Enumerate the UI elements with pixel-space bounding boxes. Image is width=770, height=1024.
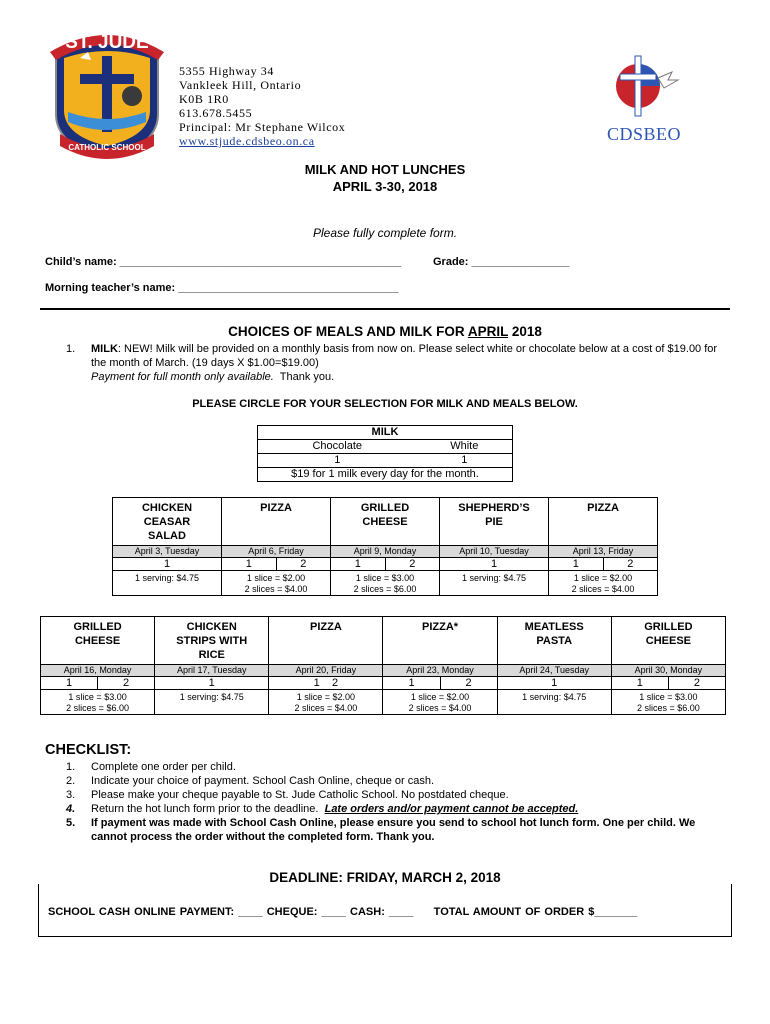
- meal-name-line: CEASAR: [143, 516, 191, 528]
- meal-name-line: MEATLESS: [524, 621, 584, 633]
- price-line: 2 slices = $4.00: [244, 584, 308, 594]
- list-item: [66, 816, 706, 844]
- list-number: 2.: [66, 775, 76, 787]
- price-line: 1 slice = $3.00: [68, 692, 127, 702]
- milk-thanks: Thank you.: [279, 371, 335, 383]
- checklist-text: Complete one order per child.: [91, 761, 236, 773]
- meal-choice-2[interactable]: 2: [97, 677, 154, 689]
- meal-choice-2[interactable]: 2: [668, 677, 725, 689]
- meal-choice-1[interactable]: 1: [636, 677, 643, 689]
- meal-choice-1[interactable]: 1: [65, 677, 73, 689]
- meal-choice-split: [383, 677, 497, 690]
- meal-table-week2: [40, 616, 726, 715]
- meal-name-line: SHEPHERD’S: [458, 502, 530, 514]
- meal-date: April 3, Tuesday: [113, 546, 222, 558]
- school-address: [179, 64, 345, 148]
- meal-table-week1: [112, 497, 658, 596]
- grade-field[interactable]: Grade: ________________: [433, 256, 570, 268]
- price-line: 2 slices = $6.00: [66, 703, 129, 713]
- meal-name-line: CHICKEN: [141, 502, 193, 514]
- meal-name: PIZZA: [269, 617, 383, 665]
- meal-price: 1 serving: $4.75: [155, 690, 269, 715]
- board-name: CDSBEO: [606, 124, 681, 144]
- meal-choice[interactable]: 1 2: [269, 677, 383, 690]
- circle-instruction: PLEASE CIRCLE FOR YOUR SELECTION FOR MILK AND MEALS BELOW.: [192, 398, 578, 410]
- price-line: 1 slice = $2.00: [296, 692, 356, 702]
- section-divider: [40, 308, 730, 310]
- meal-choice[interactable]: 1: [155, 677, 269, 690]
- meal-name: [611, 617, 725, 665]
- price-line: 2 slices = $4.00: [294, 703, 358, 713]
- meal-name-line: RICE: [198, 649, 225, 661]
- list-number: 1.: [66, 343, 76, 355]
- address-line: 5355 Highway 34: [179, 64, 274, 78]
- milk-label: MILK: [91, 343, 118, 355]
- meal-date: April 20, Friday: [269, 665, 383, 677]
- checklist-text: Indicate your choice of payment. School Cash Online, cheque or cash.: [91, 775, 435, 787]
- meal-name: [331, 498, 440, 546]
- price-line: 1 slice = $3.00: [355, 573, 415, 583]
- meal-price: 1 serving: $4.75: [440, 571, 549, 596]
- school-logo: [46, 22, 168, 162]
- meal-name-line: CHEESE: [362, 516, 408, 528]
- checklist-text: Please make your cheque payable to St. Jude Catholic School. No postdated cheque.: [91, 789, 509, 801]
- choices-title: [0, 324, 770, 339]
- meal-date: April 30, Monday: [611, 665, 725, 677]
- milk-text: : NEW! Milk will be provided on a monthly basis from now on. Please select white or chocolate below at a cost of $19.00 for the month of March. (19 days X $1.00=$19.00): [91, 343, 718, 369]
- list-item: [66, 760, 706, 774]
- milk-option-chocolate: Chocolate: [258, 440, 417, 454]
- meal-date: April 16, Monday: [41, 665, 155, 677]
- meal-name-line: CHICKEN: [186, 621, 237, 633]
- milk-option-white: White: [417, 440, 513, 454]
- choices-title-prefix: CHOICES OF MEALS AND MILK FOR: [228, 324, 468, 339]
- meal-choice-1[interactable]: 1: [408, 677, 415, 689]
- list-item: [66, 788, 706, 802]
- list-number: 4.: [66, 803, 76, 815]
- meal-name-line: CHEESE: [74, 635, 121, 647]
- meal-date: April 23, Monday: [383, 665, 497, 677]
- meal-choice-2[interactable]: 2: [385, 558, 440, 570]
- meal-name: PIZZA: [549, 498, 658, 546]
- meal-date: April 10, Tuesday: [440, 546, 549, 558]
- price-line: 1 slice = $2.00: [246, 573, 306, 583]
- meal-date: April 9, Monday: [331, 546, 440, 558]
- meal-date: April 13, Friday: [549, 546, 658, 558]
- meal-choice-1[interactable]: 1: [354, 558, 361, 570]
- meal-name: PIZZA*: [383, 617, 497, 665]
- address-line: K0B 1R0: [179, 92, 229, 106]
- meal-price: [383, 690, 497, 715]
- meal-name-line: PIE: [485, 516, 503, 528]
- milk-choice-chocolate[interactable]: 1: [258, 454, 417, 468]
- milk-description: [66, 342, 726, 384]
- price-line: 2 slices = $4.00: [408, 703, 472, 713]
- meal-price: [222, 571, 331, 596]
- meal-name-line: CHEESE: [645, 635, 692, 647]
- meal-choice-2[interactable]: 2: [603, 558, 658, 570]
- meal-choice-2[interactable]: 2: [440, 677, 497, 689]
- meal-name: [440, 498, 549, 546]
- list-item: [66, 774, 706, 788]
- checklist: [66, 760, 706, 844]
- meal-name: [41, 617, 155, 665]
- late-warning: Late orders and/or payment cannot be accepted.: [324, 803, 579, 815]
- school-website-link[interactable]: www.stjude.cdsbeo.on.ca: [179, 134, 315, 148]
- school-logo-subtitle: CATHOLIC SCHOOL: [68, 143, 146, 152]
- meal-choice-split: [41, 677, 155, 690]
- meal-choice-2[interactable]: 2: [276, 558, 331, 570]
- meal-date: April 24, Tuesday: [497, 665, 611, 677]
- list-number: 3.: [66, 789, 76, 801]
- checklist-text: If payment was made with School Cash Online, please ensure you send to school hot lunch form. One per child. We cannot process the order without the completed form. Thank you.: [91, 817, 696, 843]
- teacher-name-field[interactable]: Morning teacher’s name: ____________________________________: [45, 282, 399, 294]
- meal-name-line: GRILLED: [360, 502, 410, 514]
- meal-choice[interactable]: 1: [497, 677, 611, 690]
- checklist-text: Return the hot lunch form prior to the deadline.: [91, 803, 319, 815]
- meal-choice-split: [222, 558, 331, 571]
- meal-price: [549, 571, 658, 596]
- list-number: 1.: [66, 761, 76, 773]
- choices-title-month: APRIL: [467, 324, 509, 339]
- meal-name: PIZZA: [222, 498, 331, 546]
- price-line: 1 slice = $2.00: [410, 692, 470, 702]
- meal-price: [331, 571, 440, 596]
- meal-choice-split: [331, 558, 440, 571]
- meal-price: [269, 690, 383, 715]
- address-line: Vankleek Hill, Ontario: [179, 78, 302, 92]
- milk-table: [257, 425, 513, 482]
- price-line: 1 slice = $3.00: [639, 692, 698, 702]
- price-line: 2 slices = $4.00: [571, 584, 635, 594]
- meal-price: [41, 690, 155, 715]
- meal-price: 1 serving: $4.75: [113, 571, 222, 596]
- meal-name-line: STRIPS WITH: [176, 635, 248, 647]
- meal-name-line: SALAD: [148, 530, 186, 542]
- payment-fields[interactable]: SCHOOL CASH ONLINE PAYMENT: ____ CHEQUE: ____ CASH: ____ TOTAL AMOUNT OF ORDER $_______: [48, 906, 638, 918]
- list-item: [66, 802, 706, 816]
- milk-table-header: MILK: [258, 426, 513, 440]
- address-line: Principal: Mr Stephane Wilcox: [179, 120, 346, 134]
- meal-price: 1 serving: $4.75: [497, 690, 611, 715]
- list-number: 5.: [66, 817, 76, 829]
- price-line: 2 slices = $6.00: [636, 703, 700, 713]
- form-instruction: Please fully complete form.: [312, 226, 458, 240]
- meal-choice-1[interactable]: 1: [245, 558, 252, 570]
- meal-name-line: PASTA: [536, 635, 573, 647]
- meal-choice-split: [611, 677, 725, 690]
- meal-name: [497, 617, 611, 665]
- checklist-title: CHECKLIST:: [45, 742, 132, 758]
- choices-title-year: 2018: [508, 324, 542, 339]
- meal-name-line: GRILLED: [73, 621, 122, 633]
- milk-table-footer: $19 for 1 milk every day for the month.: [258, 468, 513, 482]
- meal-date: April 17, Tuesday: [155, 665, 269, 677]
- deadline-title: DEADLINE: FRIDAY, MARCH 2, 2018: [269, 870, 501, 885]
- meal-choice[interactable]: 1: [113, 558, 222, 571]
- meal-choice[interactable]: 1: [440, 558, 549, 571]
- meal-name-line: GRILLED: [644, 621, 693, 633]
- meal-choice-split: [549, 558, 658, 571]
- milk-payment-note: Payment for full month only available.: [91, 371, 274, 383]
- meal-price: [611, 690, 725, 715]
- price-line: 2 slices = $6.00: [353, 584, 417, 594]
- meal-choice-1[interactable]: 1: [572, 558, 579, 570]
- meal-name: [155, 617, 269, 665]
- form-dates: APRIL 3-30, 2018: [332, 179, 438, 194]
- price-line: 1 slice = $2.00: [573, 573, 633, 583]
- school-logo-title: ST. JUDE: [65, 32, 149, 53]
- meal-name: [113, 498, 222, 546]
- milk-choice-white[interactable]: 1: [417, 454, 513, 468]
- meal-date: April 6, Friday: [222, 546, 331, 558]
- form-title: MILK AND HOT LUNCHES: [304, 162, 466, 177]
- address-line: 613.678.5455: [179, 106, 253, 120]
- child-name-field[interactable]: Child’s name: ______________________________________________: [45, 256, 402, 268]
